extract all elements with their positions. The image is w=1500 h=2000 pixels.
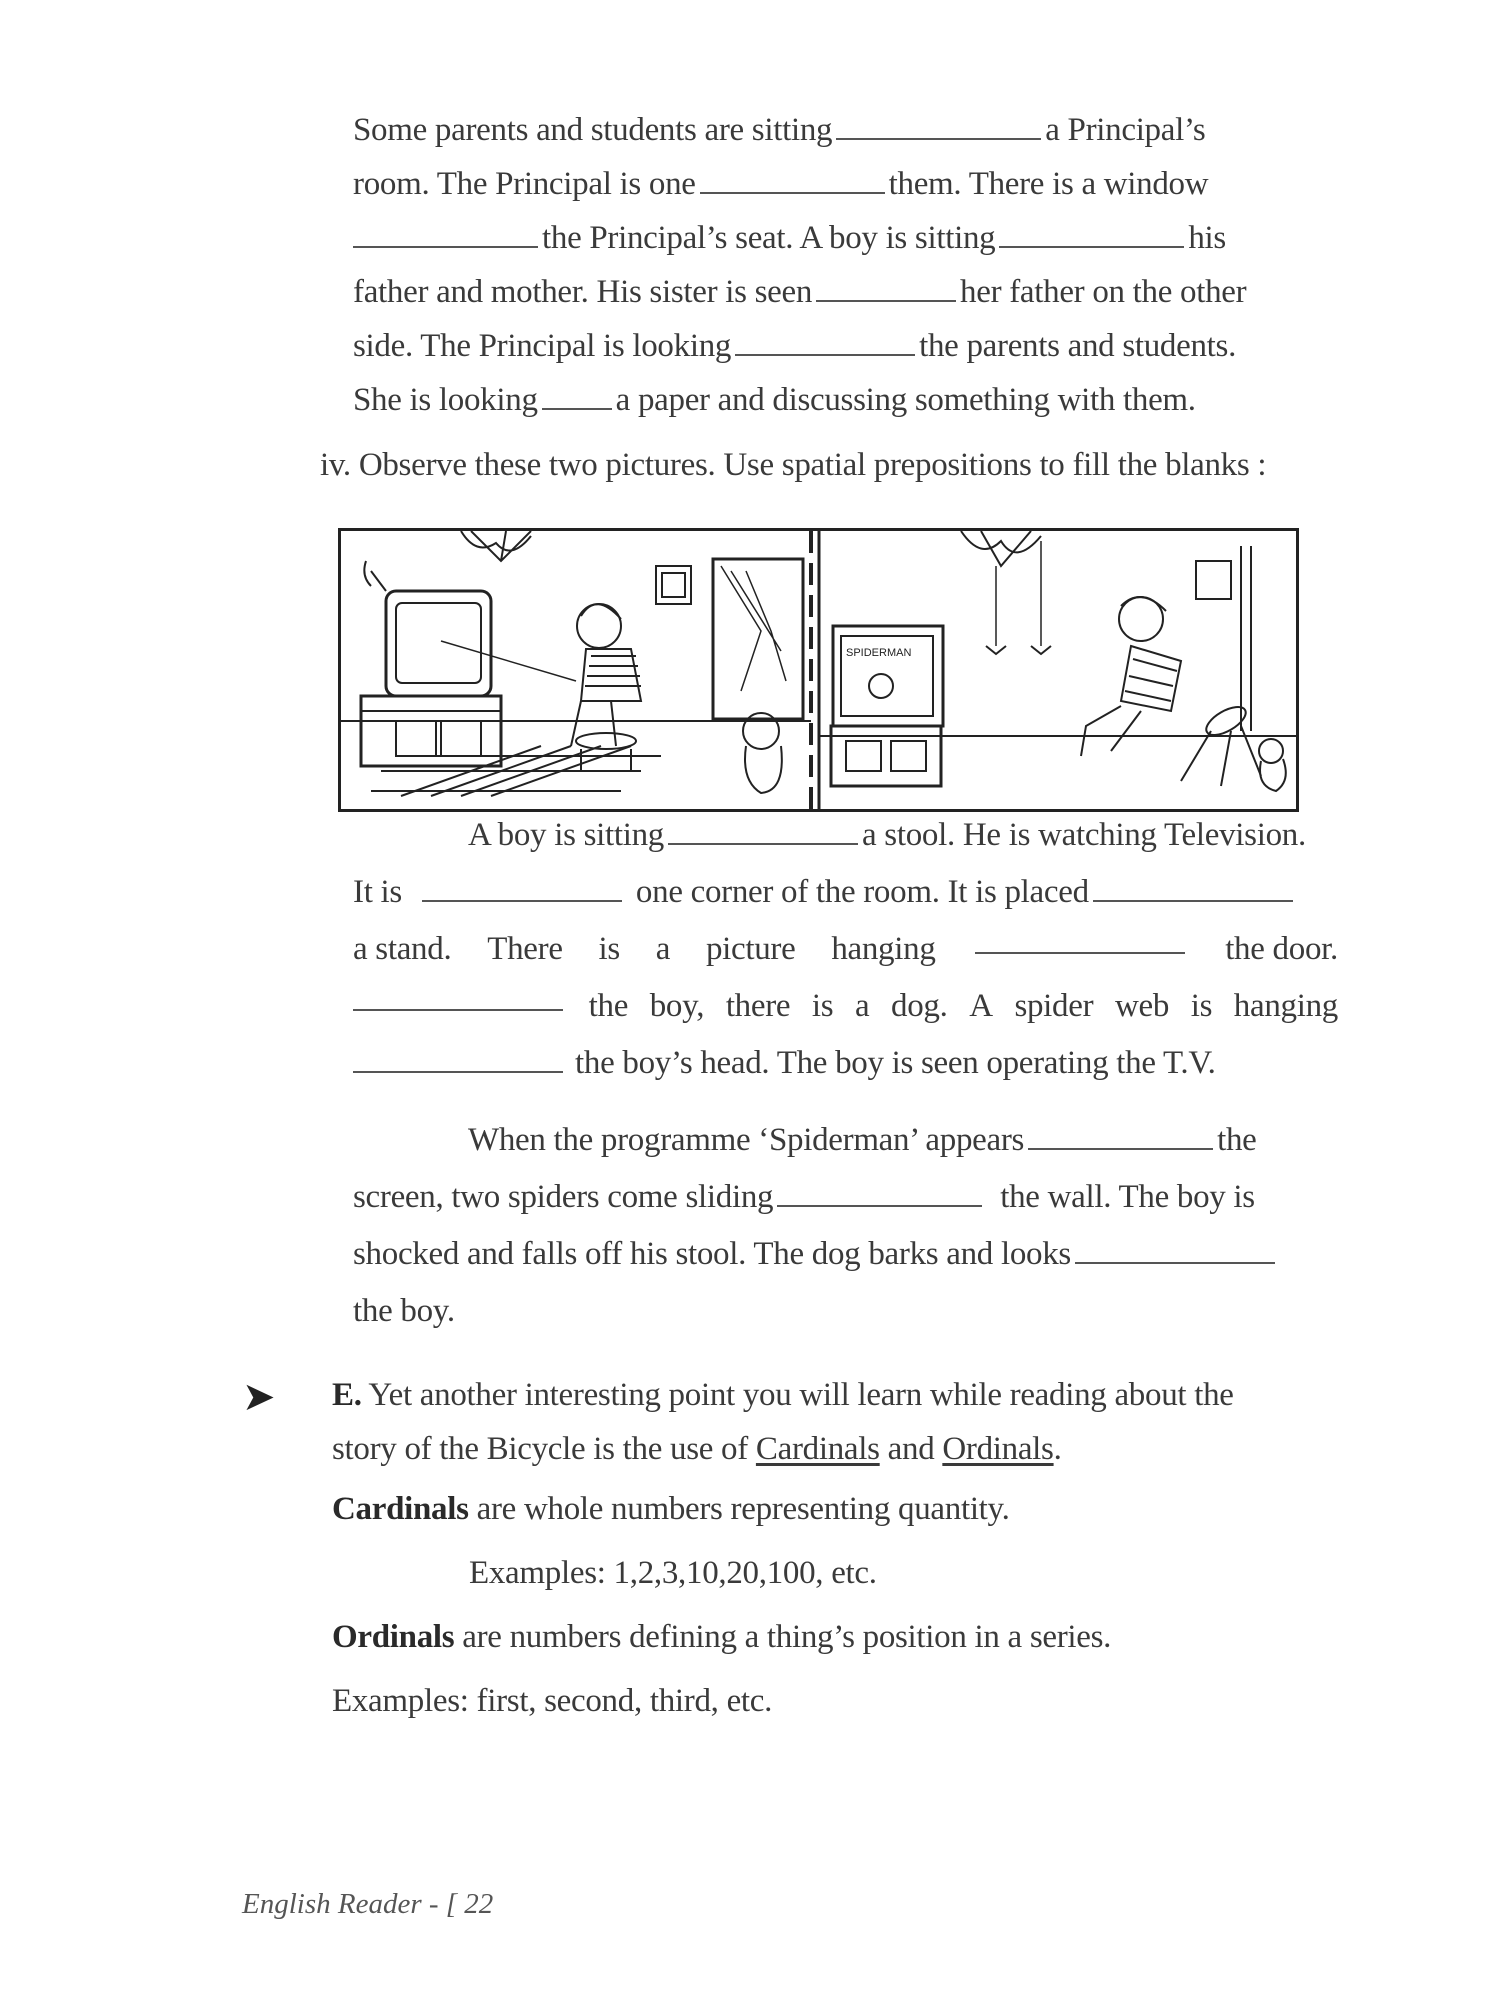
section-e-label: E. <box>332 1377 362 1413</box>
ordinals-link: Ordinals <box>942 1431 1054 1467</box>
passage-2: A boy is sitting a stool. He is watching Television. It is one corner of the room. It is placed a stand. There is a picture hanging the door. the boy, there is a dog. A spider web is hanging the boy’s head. The boy is seen operating the T.V. <box>353 808 1338 1098</box>
blank[interactable] <box>1028 1118 1213 1150</box>
section-e: E. Yet another interesting point you will learn while reading about the story of the Bicycle is the use of Cardinals and Ordinals. Cardinals are whole numbers representing quantity. Examples: 1,2,3,10,20,100, etc. Ordinals are numbers defining a thing’s position in a series. Examples: first, second, third, etc. <box>332 1377 1234 1719</box>
arrow-bullet-icon: ➤ <box>242 1374 276 1419</box>
blank[interactable] <box>975 922 1185 954</box>
blank[interactable] <box>1093 870 1293 902</box>
ordinals-examples: Examples: first, second, third, etc. <box>332 1683 773 1719</box>
blank[interactable] <box>999 216 1184 248</box>
cartoon-illustration <box>338 528 1299 812</box>
blank[interactable] <box>353 979 563 1011</box>
cardinals-examples: Examples: 1,2,3,10,20,100, etc. <box>469 1555 877 1591</box>
page-footer: English Reader - [ 22 <box>242 1888 494 1920</box>
cartoon-drawing <box>341 531 1296 809</box>
passage-1: Some parents and students are sitting a Principal’s room. The Principal is one them. There is a window the Principal’s seat. A boy is sitting his father and mother. His sister is seen her father on the other side. The Principal is looking the parents and students. She is looking a paper and discussing something with them. <box>353 103 1313 433</box>
blank[interactable] <box>668 813 858 845</box>
blank[interactable] <box>816 270 956 302</box>
blank[interactable] <box>353 1041 563 1073</box>
tv-label: SPIDERMAN <box>846 647 912 659</box>
ordinals-term: Ordinals <box>332 1619 455 1655</box>
blank[interactable] <box>353 216 538 248</box>
blank[interactable] <box>735 324 915 356</box>
question-iv: iv. Observe these two pictures. Use spatial prepositions to fill the blanks : <box>320 447 1267 483</box>
passage-3: When the programme ‘Spiderman’ appears the screen, two spiders come sliding the wall. The boy is shocked and falls off his stool. The dog barks and looks the boy. <box>353 1113 1338 1343</box>
blank[interactable] <box>836 108 1041 140</box>
cardinals-term: Cardinals <box>332 1491 469 1527</box>
cardinals-link: Cardinals <box>755 1431 880 1467</box>
blank[interactable] <box>422 870 622 902</box>
blank[interactable] <box>542 378 612 410</box>
blank[interactable] <box>700 162 885 194</box>
blank[interactable] <box>777 1175 982 1207</box>
blank[interactable] <box>1075 1232 1275 1264</box>
